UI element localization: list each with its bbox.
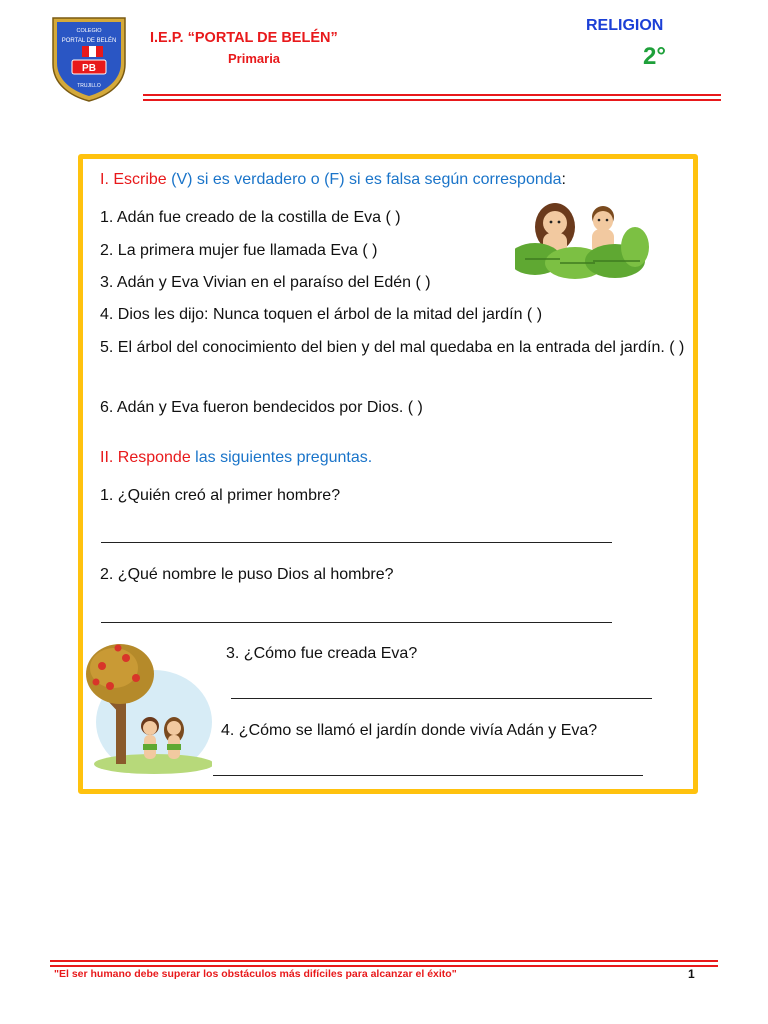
answer-line-4[interactable] — [213, 775, 643, 776]
section-1-number: I. Escribe — [100, 171, 167, 188]
school-name: I.E.P. “PORTAL DE BELÉN” — [150, 30, 338, 46]
statement-3: 3. Adán y Eva Vivian en el paraíso del Edén ( ) — [100, 274, 431, 291]
statement-1: 1. Adán fue creado de la costilla de Eva ( ) — [100, 209, 401, 226]
answer-line-3[interactable] — [231, 698, 652, 699]
subject-title: RELIGION — [586, 17, 664, 34]
section-2-instruction: las siguientes preguntas. — [190, 449, 373, 466]
header-divider — [143, 94, 721, 101]
svg-text:TRUJILLO: TRUJILLO — [77, 83, 101, 89]
answer-line-1[interactable] — [101, 542, 612, 543]
garden-tree-illustration — [84, 632, 212, 774]
question-2: 2. ¿Qué nombre le puso Dios al hombre? — [100, 566, 394, 583]
statement-6: 6. Adán y Eva fueron bendecidos por Dios. ( ) — [100, 399, 423, 416]
svg-text:COLEGIO: COLEGIO — [76, 28, 102, 34]
question-3: 3. ¿Cómo fue creada Eva? — [226, 645, 418, 662]
school-logo — [48, 12, 130, 102]
question-4: 4. ¿Cómo se llamó el jardín donde vivía Adán y Eva? — [221, 722, 598, 739]
section-1-colon: : — [561, 171, 566, 188]
footer-motto: "El ser humano debe superar los obstáculos más difíciles para alcanzar el éxito" — [54, 968, 457, 980]
section-1-instruction: (V) si es verdadero o (F) si es falsa según corresponda — [166, 171, 562, 188]
section-2-number: II. Responde — [100, 449, 191, 466]
page-number: 1 — [688, 967, 695, 981]
statement-4: 4. Dios les dijo: Nunca toquen el árbol de la mitad del jardín ( ) — [100, 306, 543, 323]
answer-line-2[interactable] — [101, 622, 612, 623]
section-1-title — [100, 171, 566, 189]
adam-and-eve-illustration — [515, 197, 649, 285]
section-2-title — [100, 449, 372, 467]
svg-text:PB: PB — [82, 63, 96, 74]
school-level: Primaria — [228, 51, 281, 66]
statement-2: 2. La primera mujer fue llamada Eva ( ) — [100, 242, 378, 259]
grade-label: 2° — [643, 43, 666, 70]
footer-divider — [50, 960, 718, 967]
svg-text:PORTAL DE BELÉN: PORTAL DE BELÉN — [61, 38, 117, 44]
question-1: 1. ¿Quién creó al primer hombre? — [100, 487, 341, 504]
statement-5: 5. El árbol del conocimiento del bien y del mal quedaba en la entrada del jardín. ( ) — [100, 339, 685, 356]
